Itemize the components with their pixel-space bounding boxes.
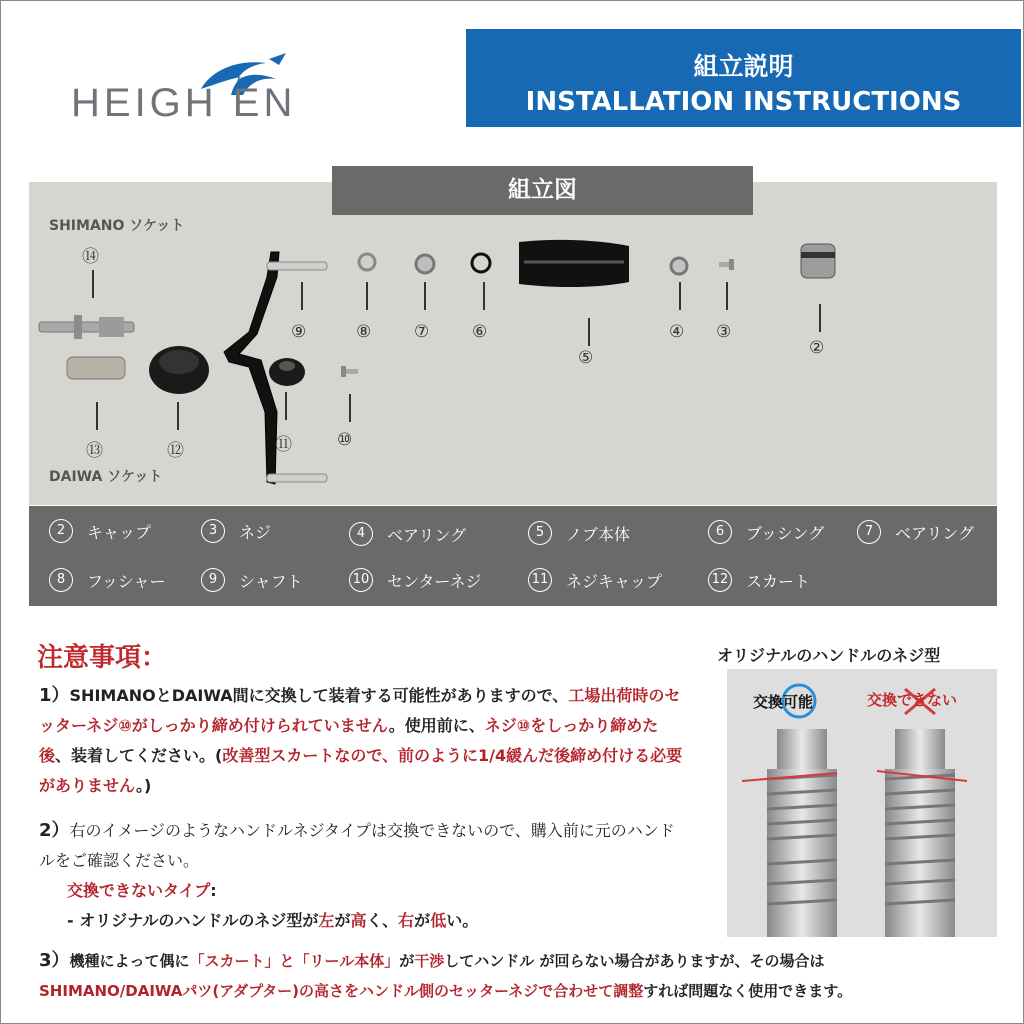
thread-ng-label: 交換できない	[867, 691, 958, 709]
shimano-socket-label: SHIMANO ソケット	[49, 218, 185, 234]
legend-item: 2 キャップ	[49, 519, 151, 543]
callout-4: ④	[669, 322, 685, 342]
legend-item: 4 ベアリング	[349, 522, 466, 546]
callout-line	[301, 282, 303, 310]
legend-item: 3 ネジ	[201, 519, 271, 543]
thread-image-title: オリジナルのハンドルのネジ型	[717, 646, 941, 665]
assembly-diagram	[29, 182, 997, 505]
callout-line	[424, 282, 426, 310]
legend-item: 9 シャフト	[201, 568, 303, 592]
callout-line	[92, 270, 94, 298]
note-2: 2）右のイメージのようなハンドルネジタイプは交換できないので、購入前に元のハンドルをご確認ください。 交換できないタイプ: - オリジナルのハンドルのネジ型が左が高く、右が低い。	[39, 820, 675, 930]
legend-item: 11 ネジキャップ	[528, 568, 662, 592]
callout-11: ⑪	[275, 435, 292, 455]
legend-item: 6 ブッシング	[708, 520, 824, 544]
parts-legend	[29, 506, 997, 606]
note-3: 3）機種によって偶に「スカート」と「リール本体」が干渉してハンドル が回らない場合がありますが、その場合は SHIMANO/DAIWAパツ(アダプター)の高さをハンドル側のセッターネジで合わせて調整すれば問題なく使用できます。	[39, 950, 853, 1000]
note-1: 1）SHIMANOとDAIWA間に交換して装着する可能性がありますので、工場出荷時のセッターネジ⑩がしっかり締め付けられていません。使用前に、ネジ⑩をしっかり締めた後、装着してください。(改善型スカートなので、前のように1/4緩んだ後締め付ける必要がありません。)	[39, 685, 683, 795]
diagram-title: 組立図	[332, 166, 753, 215]
legend-item: 8 フッシャー	[49, 568, 166, 592]
callout-6: ⑥	[472, 322, 488, 342]
callout-line	[726, 282, 728, 310]
header-banner	[466, 29, 1021, 127]
notes-title: 注意事項：	[37, 643, 168, 673]
callout-line	[349, 394, 351, 422]
callout-2: ②	[809, 338, 825, 358]
thread-ok-label: 交換可能	[753, 693, 814, 711]
callout-line	[96, 402, 98, 430]
callout-9: ⑨	[291, 322, 307, 342]
callout-5: ⑤	[578, 348, 594, 368]
callout-line	[285, 392, 287, 420]
callout-12: ⑫	[167, 441, 184, 461]
callout-line	[588, 318, 590, 346]
callout-14: ⑭	[82, 247, 99, 267]
callout-10: ⑩	[337, 430, 353, 450]
callout-line	[366, 282, 368, 310]
callout-line	[483, 282, 485, 310]
callout-13: ⑬	[86, 441, 103, 461]
legend-item: 7 ベアリング	[857, 520, 974, 544]
brand-logo	[71, 51, 331, 131]
legend-item: 5 ノブ本体	[528, 521, 630, 545]
brand-logo-text: HEIGH EN	[71, 81, 297, 125]
callout-3: ③	[716, 322, 732, 342]
daiwa-socket-label: DAIWA ソケット	[49, 469, 163, 485]
legend-item: 10 センターネジ	[349, 568, 482, 592]
callout-7: ⑦	[414, 322, 430, 342]
header-title-en: INSTALLATION INSTRUCTIONS	[525, 87, 962, 117]
header-title-jp: 組立説明	[693, 52, 794, 81]
callout-8: ⑧	[356, 322, 372, 342]
legend-item: 12 スカート	[708, 568, 810, 592]
callout-line	[177, 402, 179, 430]
callout-line	[819, 304, 821, 332]
callout-line	[679, 282, 681, 310]
